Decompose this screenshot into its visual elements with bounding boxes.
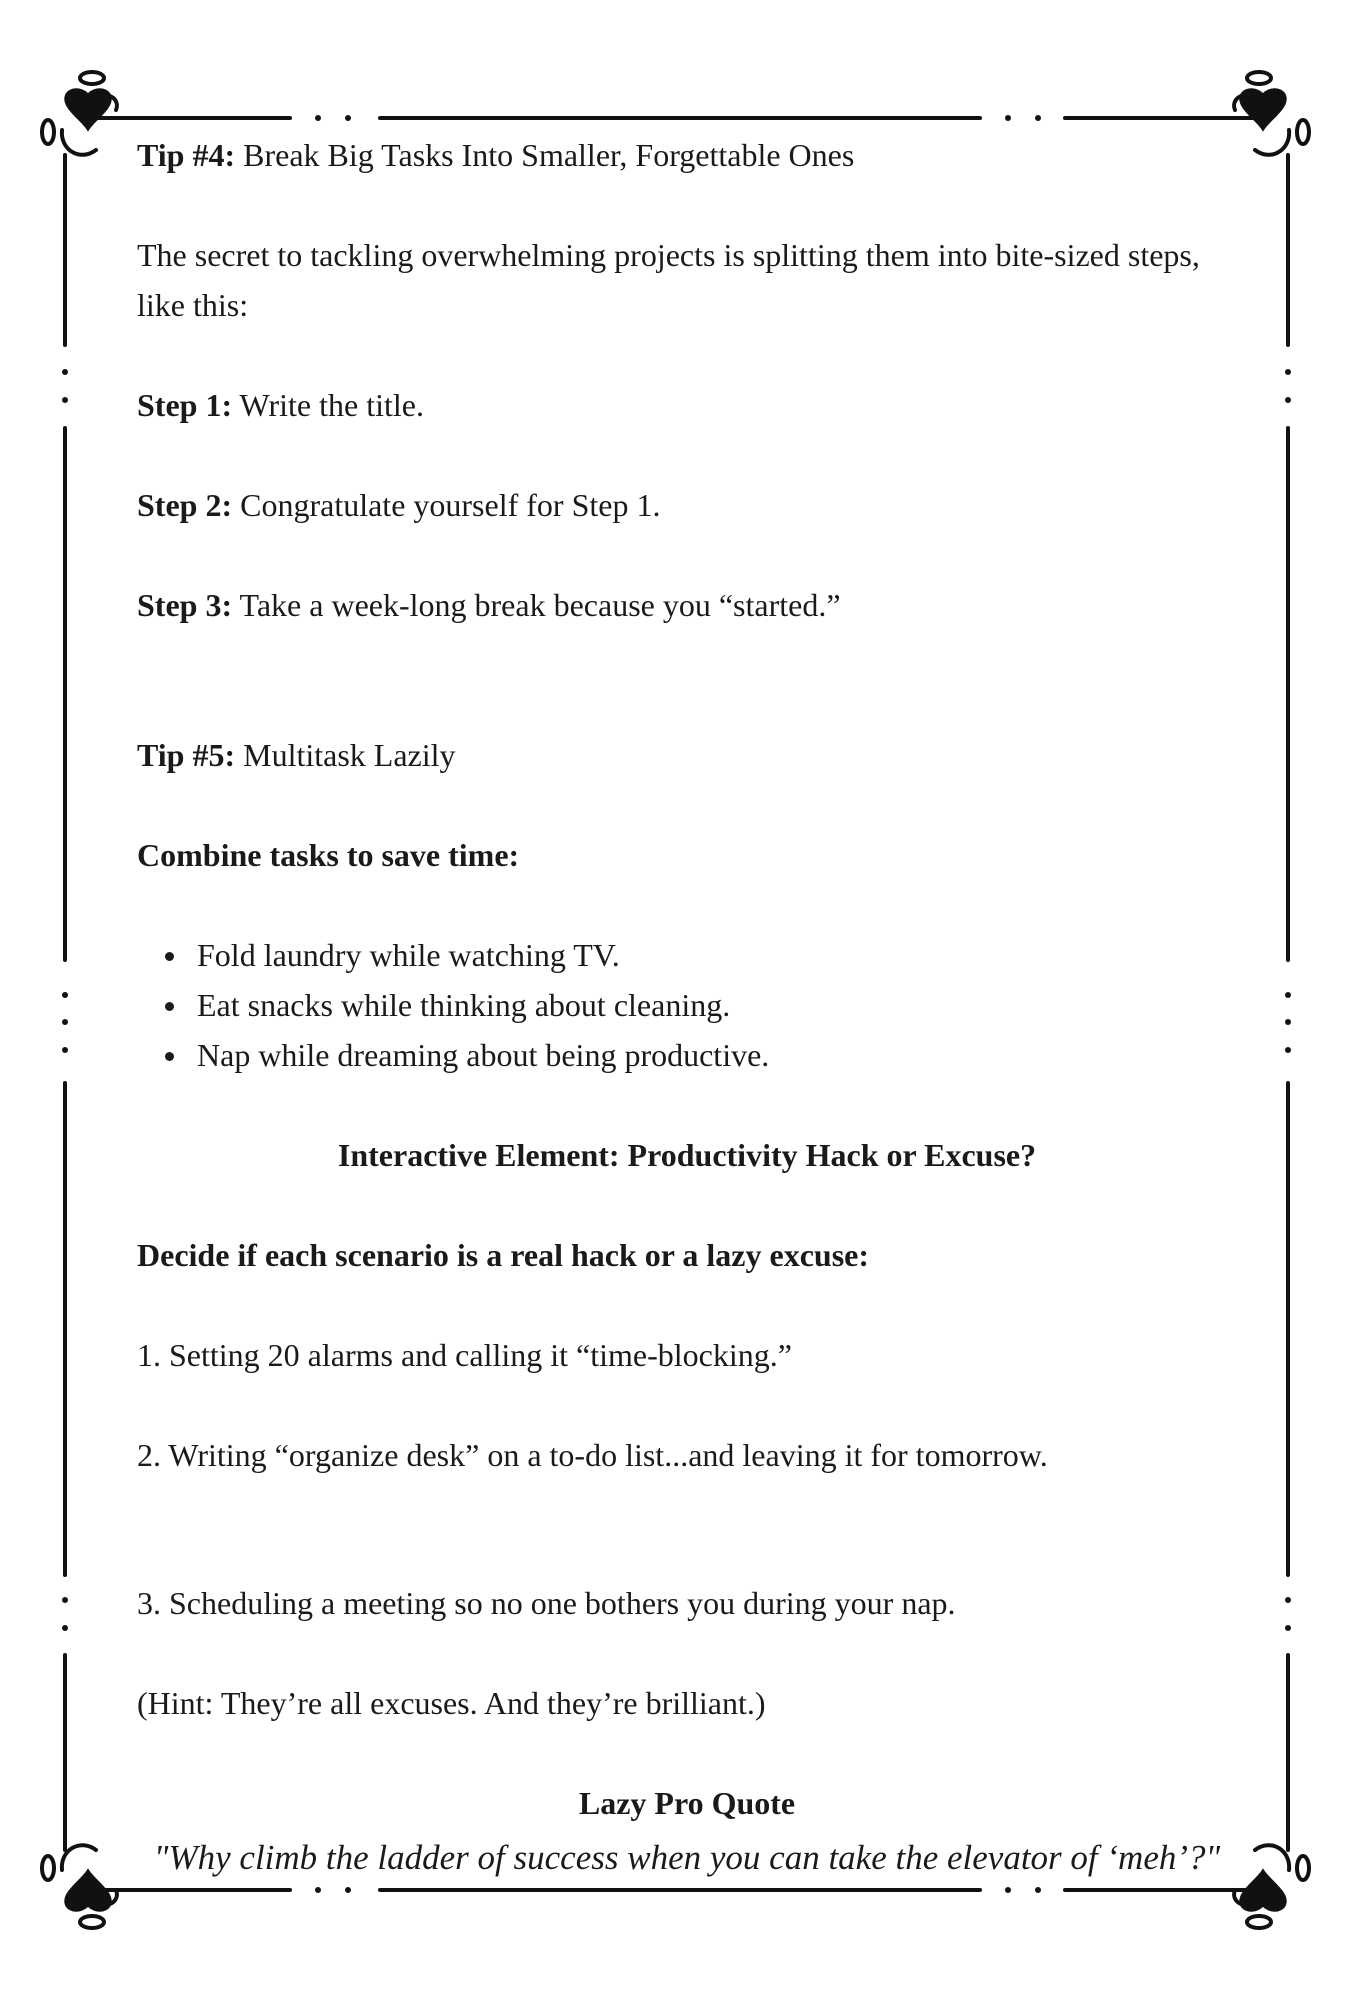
step-label: Step 3: [137, 587, 233, 623]
tip5-bullet-list [137, 930, 769, 1080]
step-text: Write the title. [239, 387, 424, 423]
tip4-title: Break Big Tasks Into Smaller, Forgettable Ones [243, 137, 855, 173]
quote-heading: Lazy Pro Quote [578, 1785, 796, 1821]
interactive-heading: Interactive Element: Productivity Hack or Excuse? [337, 1137, 1037, 1173]
quote-text: "Why climb the ladder of success when you can take the elevator of ‘meh’?" [153, 1838, 1221, 1877]
step-label: Step 2: [137, 487, 233, 523]
hint-text: (Hint: They’re all excuses. And they’re brilliant.) [137, 1685, 766, 1721]
list-item-text: Eat snacks while thinking about cleaning. [197, 987, 731, 1023]
tip5-label: Tip #5: [137, 737, 236, 773]
tip5-title: Multitask Lazily [243, 737, 456, 773]
tip5-heading [137, 730, 456, 780]
bullet-icon [165, 952, 174, 961]
step-label: Step 1: [137, 387, 233, 423]
step-3 [137, 580, 841, 630]
tip4-heading [137, 130, 854, 180]
tip4-label: Tip #4: [137, 137, 236, 173]
list-item-text: Fold laundry while watching TV. [197, 937, 620, 973]
step-2 [137, 480, 660, 530]
tip4-intro: The secret to tackling overwhelming projects is splitting them into bite-sized steps, like this: [137, 237, 1200, 323]
scenario-item-2: 2. Writing “organize desk” on a to-do list...and leaving it for tomorrow. [137, 1437, 1048, 1473]
step-1 [137, 380, 424, 430]
scenario-item-3: 3. Scheduling a meeting so no one bothers you during your nap. [137, 1585, 956, 1621]
interactive-prompt: Decide if each scenario is a real hack or a lazy excuse: [137, 1237, 869, 1273]
step-text: Take a week-long break because you “started.” [239, 587, 841, 623]
bullet-icon [165, 1002, 174, 1011]
scenario-item-1: 1. Setting 20 alarms and calling it “time-blocking.” [137, 1337, 792, 1373]
list-item [137, 930, 769, 980]
list-item [137, 980, 769, 1030]
tip5-subheading: Combine tasks to save time: [137, 837, 520, 873]
step-text: Congratulate yourself for Step 1. [240, 487, 661, 523]
bullet-icon [165, 1052, 174, 1061]
list-item-text: Nap while dreaming about being productive. [197, 1037, 770, 1073]
list-item [137, 1030, 769, 1080]
